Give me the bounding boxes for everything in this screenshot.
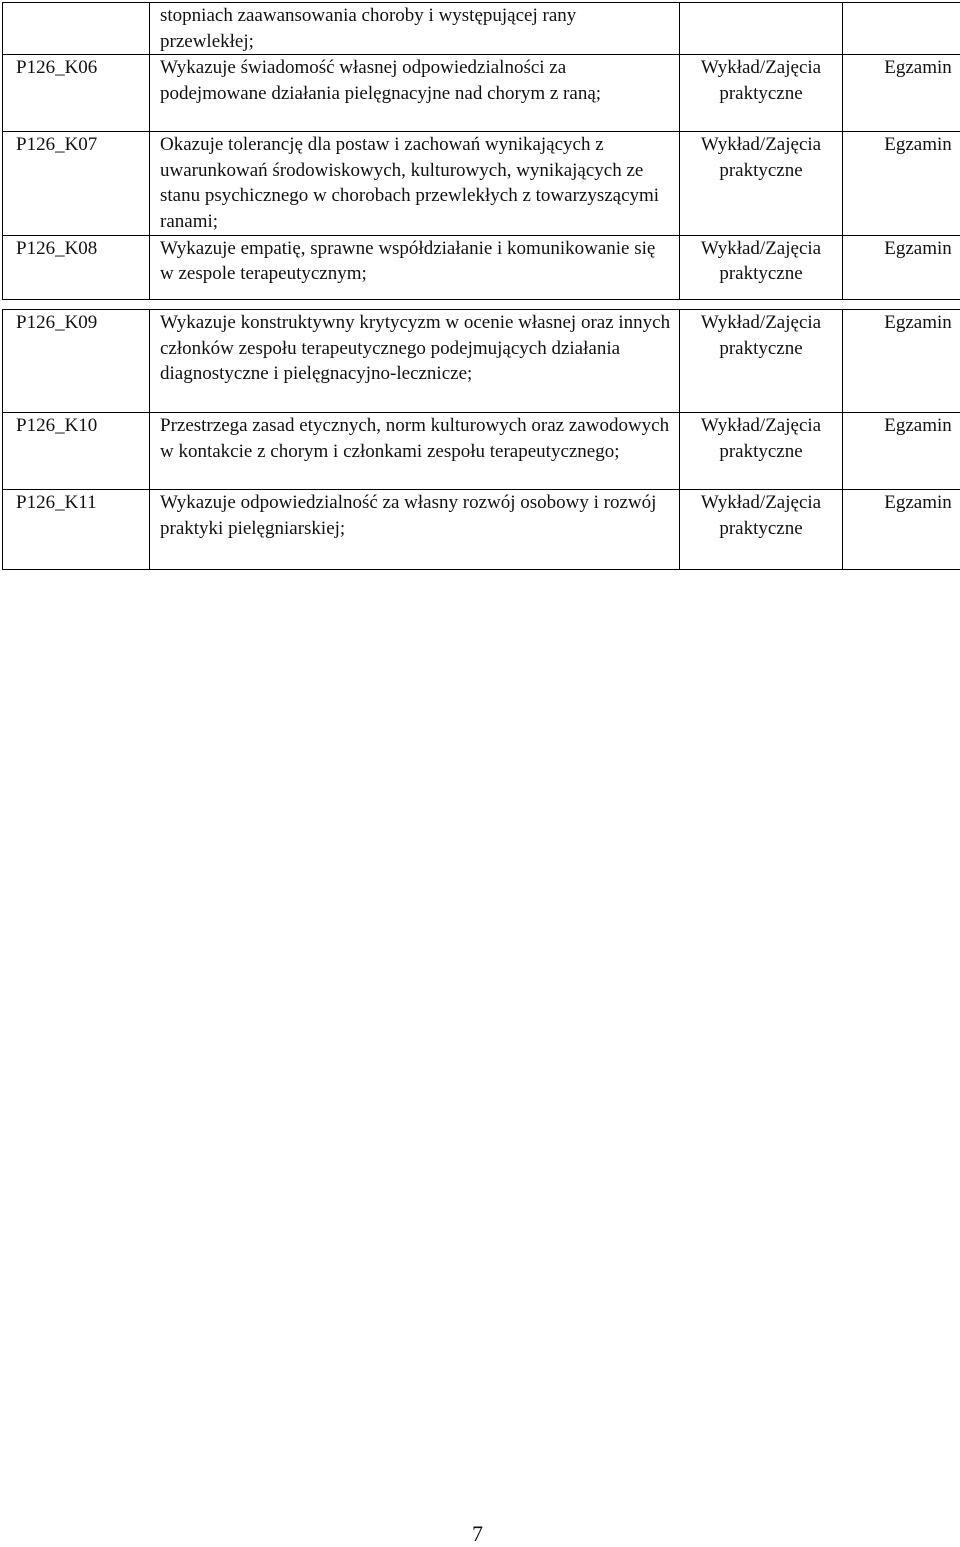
outcome-description-cell: Wykazuje konstruktywny krytycyzm w ocenie własnej oraz innych członków zespołu terapeutycznego podejmujących działania diagnostyczne i pielęgnacyjno-lecznicze; — [150, 310, 680, 413]
table-row — [3, 310, 960, 413]
table-row — [3, 490, 960, 570]
outcome-code-cell: P126_K10 — [3, 413, 150, 490]
table-row — [3, 55, 960, 132]
outcome-description-cell: Okazuje tolerancję dla postaw i zachowań wynikających z uwarunkowań środowiskowych, kulturowych, wynikających ze stanu psychicznego w chorobach przewlekłych z towarzyszącymi ranami; — [150, 132, 680, 235]
verification-method-cell: Egzamin — [843, 413, 960, 490]
outcome-code-cell: P126_K08 — [3, 235, 150, 299]
verification-method-cell: Egzamin — [843, 310, 960, 413]
table-row — [3, 413, 960, 490]
outcome-description-cell: Wykazuje empatię, sprawne współdziałanie i komunikowanie się w zespole terapeutycznym; — [150, 235, 680, 299]
verification-method-cell — [843, 3, 960, 55]
page-number: 7 — [0, 1521, 955, 1547]
class-form-cell — [680, 3, 843, 55]
outcome-code-cell: P126_K09 — [3, 310, 150, 413]
verification-method-cell: Egzamin — [843, 55, 960, 132]
outcome-description-cell: Przestrzega zasad etycznych, norm kulturowych oraz zawodowych w kontakcie z chorym i członkami zespołu terapeutycznego; — [150, 413, 680, 490]
outcome-description-cell: stopniach zaawansowania choroby i występującej rany przewlekłej; — [150, 3, 680, 55]
verification-method-cell: Egzamin — [843, 132, 960, 235]
learning-outcomes-table-top — [2, 2, 960, 300]
class-form-cell: Wykład/Zajęcia praktyczne — [680, 132, 843, 235]
class-form-cell: Wykład/Zajęcia praktyczne — [680, 235, 843, 299]
class-form-cell: Wykład/Zajęcia praktyczne — [680, 310, 843, 413]
outcome-description-cell: Wykazuje odpowiedzialność za własny rozwój osobowy i rozwój praktyki pielęgniarskiej; — [150, 490, 680, 570]
class-form-cell: Wykład/Zajęcia praktyczne — [680, 413, 843, 490]
verification-method-cell: Egzamin — [843, 235, 960, 299]
verification-method-cell: Egzamin — [843, 490, 960, 570]
class-form-cell: Wykład/Zajęcia praktyczne — [680, 55, 843, 132]
class-form-cell: Wykład/Zajęcia praktyczne — [680, 490, 843, 570]
outcome-code-cell — [3, 3, 150, 55]
outcome-code-cell: P126_K11 — [3, 490, 150, 570]
outcome-code-cell: P126_K07 — [3, 132, 150, 235]
learning-outcomes-table-bottom — [2, 309, 960, 570]
table-row — [3, 3, 960, 55]
table-row — [3, 235, 960, 299]
table-row — [3, 132, 960, 235]
outcome-description-cell: Wykazuje świadomość własnej odpowiedzialności za podejmowane działania pielęgnacyjne nad chorym z raną; — [150, 55, 680, 132]
outcome-code-cell: P126_K06 — [3, 55, 150, 132]
